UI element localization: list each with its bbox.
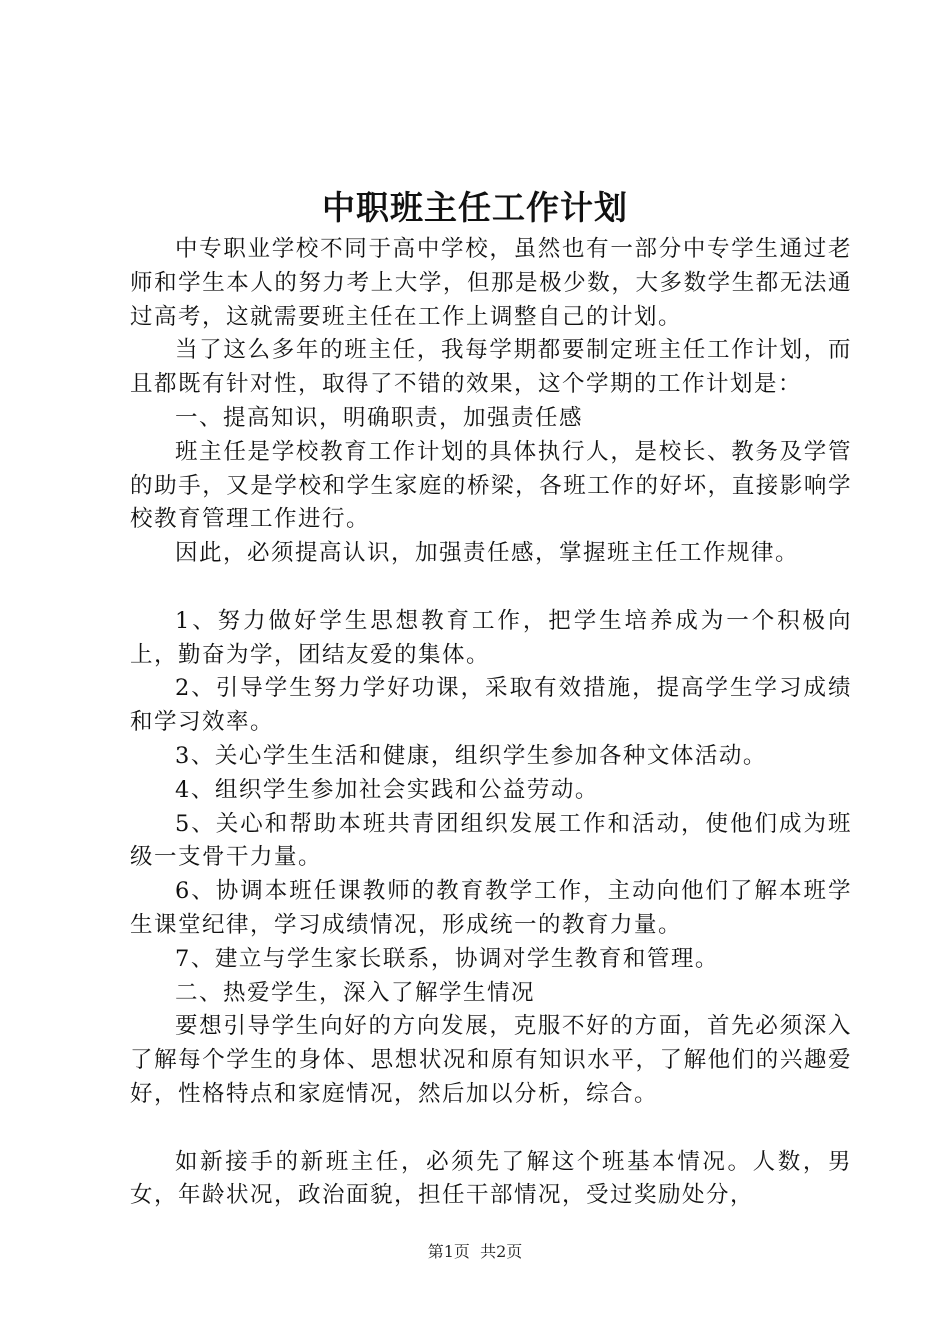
document-title: 中职班主任工作计划 [322, 188, 628, 227]
list-item-3: 3、关心学生生活和健康，组织学生参加各种文体活动。 [175, 742, 767, 769]
list-item-1: 1、努力做好学生思想教育工作，把学生培养成为一个积极向上，勤奋为学，团结友爱的集体。 [130, 607, 852, 668]
list-item-4: 4、组织学生参加社会实践和公益劳动。 [175, 776, 599, 803]
paragraph-role: 班主任是学校教育工作计划的具体执行人，是校长、教务及学管的助手，又是学校和学生家庭的桥梁，各班工作的好坏，直接影响学校教育管理工作进行。 [130, 438, 852, 533]
paragraph-new-teacher: 如新接手的新班主任，必须先了解这个班基本情况。人数，男女，年龄状况，政治面貌，担任干部情况，受过奖励处分， [130, 1148, 852, 1209]
section-heading-1: 一、提高知识，明确职责，加强责任感 [175, 404, 584, 431]
page-total: 共2页 [480, 1242, 523, 1261]
list-item-7: 7、建立与学生家长联系，协调对学生教育和管理。 [175, 945, 719, 972]
document-body [130, 233, 852, 1213]
list-item-6: 6、协调本班任课教师的教育教学工作，主动向他们了解本班学生课堂纪律，学习成绩情况，形成统一的教育力量。 [130, 878, 852, 938]
list-item-2: 2、引导学生努力学好功课，采取有效措施，提高学生学习成绩和学习效率。 [130, 675, 852, 736]
paragraph-awareness: 因此，必须提高认识，加强责任感，掌握班主任工作规律。 [175, 540, 800, 567]
paragraph-understand-students: 要想引导学生向好的方向发展，克服不好的方面，首先必须深入了解每个学生的身体、思想状况和原有知识水平，了解他们的兴趣爱好，性格特点和家庭情况，然后加以分析，综合。 [130, 1013, 852, 1107]
page-footer [0, 1240, 950, 1264]
paragraph-plan-intro: 当了这么多年的班主任，我每学期都要制定班主任工作计划，而且都既有针对性，取得了不错的效果，这个学期的工作计划是： [130, 337, 852, 398]
paragraph-intro: 中专职业学校不同于高中学校，虽然也有一部分中专学生通过老师和学生本人的努力考上大学，但那是极少数，大多数学生都无法通过高考，这就需要班主任在工作上调整自己的计划。 [130, 236, 852, 330]
page-number: 第1页 [427, 1242, 470, 1261]
list-item-5: 5、关心和帮助本班共青团组织发展工作和活动，使他们成为班级一支骨干力量。 [130, 810, 852, 871]
section-heading-2: 二、热爱学生，深入了解学生情况 [175, 979, 536, 1006]
